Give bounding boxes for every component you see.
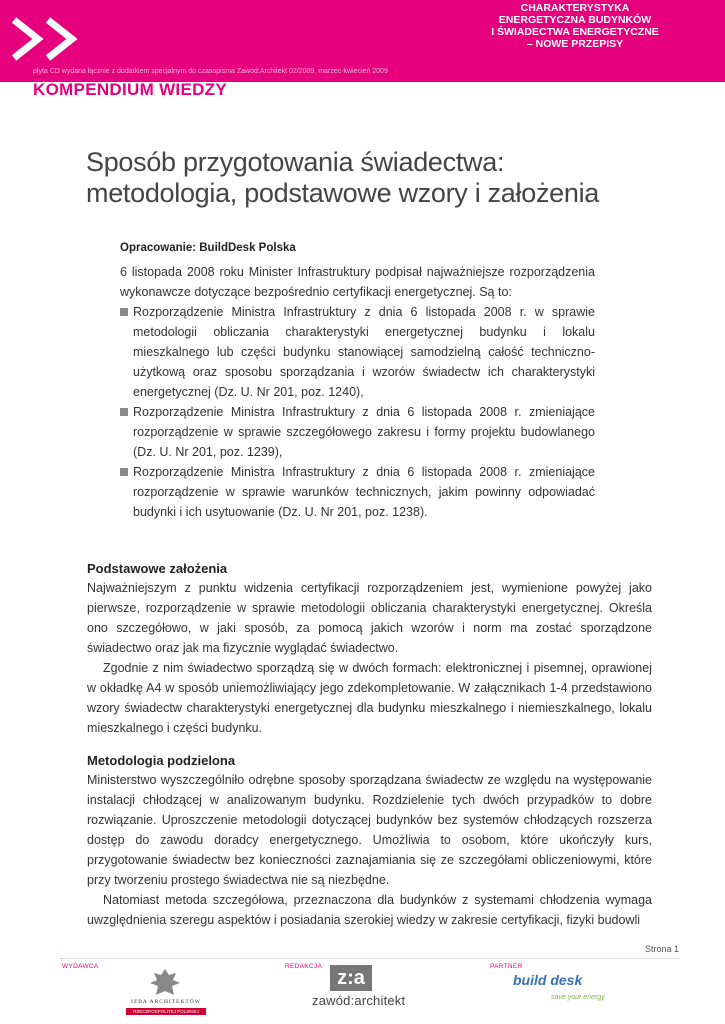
intro-block — [120, 262, 595, 522]
publisher-label: WYDAWCA — [62, 963, 99, 970]
header-title-line: – NOWE PRZEPISY — [526, 38, 624, 50]
paragraph: Natomiast metoda szczegółowa, przeznaczona dla budynków z systemami chłodzenia wymaga uwzględnienia szeregu aspektów i posiadania szerokiej wiedzy w zakresie certyfikacji, fizyki budowli — [87, 893, 652, 927]
square-bullet-icon — [120, 308, 128, 316]
section-body — [87, 770, 652, 930]
header-title-line: ENERGETYCZNA BUDYNKÓW — [498, 14, 652, 26]
ia-name: IZBA ARCHITEKTÓW — [131, 999, 201, 1005]
footer-divider — [60, 958, 680, 959]
header-title-line: CHARAKTERYSTYKA — [520, 2, 630, 14]
section-heading: Podstawowe założenia — [87, 561, 228, 576]
za-logo: z:a — [330, 965, 372, 991]
ia-subtitle: RZECZPOSPOLITEJ POLSKIEJ — [126, 1008, 206, 1015]
header-banner — [0, 0, 725, 82]
cd-note: płyta CD wydana łącznie z dodatkiem specjalnym do czasopisma Zawód:Architekt 02/2009, marzec-kwiecień 2009 — [33, 68, 388, 75]
author-line: Opracowanie: BuildDesk Polska — [120, 242, 296, 254]
paragraph: Najważniejszym z punktu widzenia certyfikacji rozporządzeniem jest, wymienione powyżej jako pierwsze, rozporządzenie w sprawie metodologii obliczania charakterystyki energetycznej. Określa ono szczegółowo, w jaki sposób, za pomocą jakich wzorów i norm ma zostać sporządzone świadectwo oraz jak ma fizycznie wyglądać świadectwo. — [87, 581, 652, 655]
paragraph: Ministerstwo wyszczególniło odrębne sposoby sporządzana świadectw ze względu na występowanie instalacji chłodzącej w analizowanym budynku. Rozdzielenie tych dwóch przypadków to dobre rozwiązanie. Uproszczenie metodologii dotyczącej budynków bez systemów chłodzących rozszerza dostęp do zawodu doradcy energetycznego. Umożliwia to osobom, które ukończyły kurs, przygotowanie świadectw bez konieczności zaznajamiania się ze szczegółami obliczeniowymi, które przy tworzeniu prostego świadectwa nie są niezbędne. — [87, 773, 652, 887]
regulation-item: Rozporządzenie Ministra Infrastruktury z dnia 6 listopada 2008 r. w sprawie metodologii obliczania charakterystyki energetycznej budynku i lokalu mieszkalnego lub części budynku stanowiącej samodzielną całość techniczno-użytkową oraz sposobu sporządzania i wzorów świadectw ich charakterystyki energetycznej (Dz. U. Nr 201, poz. 1240), — [120, 302, 595, 402]
page-title — [86, 147, 646, 209]
builddesk-logo: build desk — [513, 972, 583, 988]
title-line-2: metodologia, podstawowe wzory i założenia — [86, 178, 599, 208]
square-bullet-icon — [120, 468, 128, 476]
regulation-item: Rozporządzenie Ministra Infrastruktury z dnia 6 listopada 2008 r. zmieniające rozporządzenie w sprawie warunków technicznych, jakim powinny odpowiadać budynki i ich usytuowanie (Dz. U. Nr 201, poz. 1238). — [120, 462, 595, 522]
section-heading: Metodologia podzielona — [87, 753, 236, 768]
paragraph: Zgodnie z nim świadectwo sporządzą się w dwóch formach: elektronicznej i pisemnej, oprawionej w okładkę A4 w sposób uniemożliwiający jego zdekompletowanie. W załącznikach 1-4 przedstawiono wzory świadectw charakterystyki energetycznej dla budynku mieszkalnego i niemieszkalnego, lokalu mieszkalnego i części budynku. — [87, 661, 652, 735]
za-name: zawód:architekt — [312, 993, 406, 1008]
header-series-title — [470, 2, 680, 50]
regulation-item: Rozporządzenie Ministra Infrastruktury z dnia 6 listopada 2008 r. zmieniające rozporządzenie w sprawie szczegółowego zakresu i formy projektu budowlanego (Dz. U. Nr 201, poz. 1239), — [120, 402, 595, 462]
double-arrow-icon — [10, 14, 90, 64]
section-body — [87, 578, 652, 738]
partner-label: PARTNER — [490, 963, 523, 970]
builddesk-tagline: save your energy — [551, 994, 605, 1001]
section-label: KOMPENDIUM WIEDZY — [33, 80, 227, 99]
title-line-1: Sposób przygotowania świadectwa: — [86, 147, 505, 177]
page-number: Strona 1 — [645, 944, 680, 954]
editorial-label: REDAKCJA — [285, 963, 323, 970]
square-bullet-icon — [120, 408, 128, 416]
header-title-line: I ŚWIADECTWA ENERGETYCZNE — [491, 26, 659, 38]
intro-paragraph: 6 listopada 2008 roku Minister Infrastruktury podpisał najważniejsze rozporządzenia wykonawcze dotyczące bezpośrednio certyfikacji energetycznej. Są to: — [120, 265, 595, 299]
